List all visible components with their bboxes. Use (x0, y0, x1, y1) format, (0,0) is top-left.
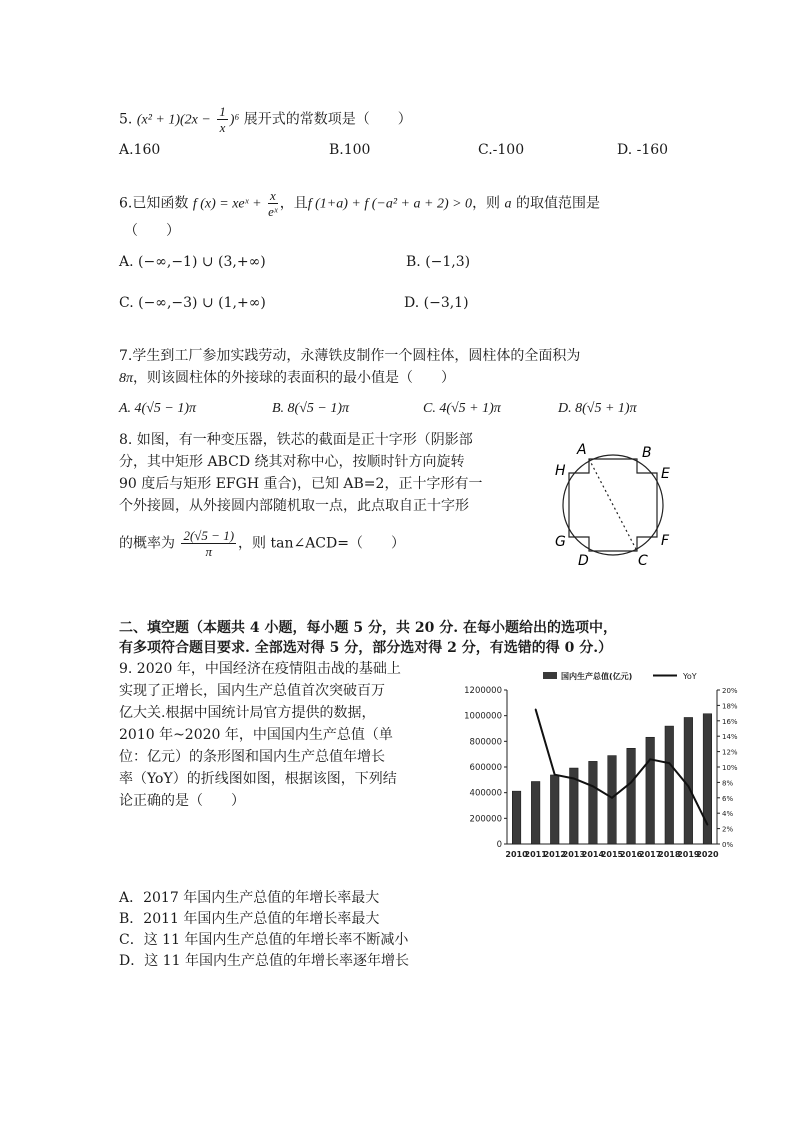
gdp-bar (550, 775, 559, 844)
yoy-point (649, 759, 651, 761)
yoy-point (707, 824, 709, 826)
y2-tick-label: 6% (722, 794, 734, 803)
gdp-bar (684, 717, 693, 844)
yoy-point (535, 708, 537, 710)
q9-line-6: 率（YoY）的折线图如图，根据该图，下列结 (119, 771, 397, 787)
q9-line-3: 亿大关.根据中国统计局官方提供的数据， (119, 705, 376, 721)
q9-option-a[interactable]: A．2017 年国内生产总值的年增长率最大 (119, 890, 380, 906)
y2-tick-label: 4% (722, 810, 734, 819)
q5-number: 5. (119, 111, 133, 128)
q5-stem (119, 104, 412, 135)
x-tick-label: 2015 (600, 850, 624, 859)
q7-option-b[interactable]: B. 8(√5 − 1)π (272, 401, 350, 416)
q8-line-1: 8. 如图，有一种变压器，铁芯的截面是正十字形（阴影部 (119, 432, 473, 448)
q6-text-d: 的取值范围是 (515, 195, 600, 212)
q8-label-b: B (642, 445, 652, 461)
q9-option-b[interactable]: B．2011 年国内生产总值的年增长率最大 (119, 911, 380, 927)
q6-option-b[interactable]: B. (−1,3) (406, 254, 471, 270)
q8-line-3: 90 度后与矩形 EFGH 重合)，已知 AB=2，正十字形有一 (119, 476, 483, 492)
q8-label-e: E (661, 466, 670, 482)
x-tick-label: 2018 (658, 850, 681, 859)
q5-fraction-numerator: 1 (219, 104, 226, 119)
q8-diagonal-ac (589, 459, 637, 551)
legend-bar-swatch (543, 672, 557, 679)
q8-fraction-numerator: 2(√5 − 1) (183, 528, 235, 543)
gdp-bar (531, 782, 540, 844)
x-tick-label: 2010 (505, 850, 528, 859)
q7-area: 8π (119, 371, 134, 386)
q6-stem (119, 188, 600, 219)
yoy-line (536, 709, 708, 825)
q5-fraction-denominator: x (219, 120, 226, 135)
q9-line-1: 9. 2020 年，中国经济在疫情阻击战的基础上 (119, 661, 401, 677)
q5-option-a[interactable]: A.160 (119, 142, 161, 158)
q6-function: f (x) = xeˣ + (192, 196, 262, 212)
q6-option-d[interactable]: D. (−3,1) (404, 295, 469, 311)
x-tick-label: 2020 (696, 850, 719, 859)
q8-label-d: D (578, 553, 589, 569)
q5-expression-a: (x² + 1)(2x − (136, 112, 211, 128)
q8-last-text-a: 的概率为 (119, 535, 175, 552)
yoy-point (630, 782, 632, 784)
q8-probability-fraction (181, 528, 236, 559)
q7-line-2 (119, 368, 455, 389)
q9-line-7: 论正确的是（ ） (119, 793, 245, 809)
gdp-bar (646, 737, 655, 844)
y-tick-label: 1000000 (464, 711, 502, 722)
q6-condition: f (1+a) + f (−a² + a + 2) > 0 (307, 196, 473, 212)
section2-line-1: 二、填空题（本题共 4 小题，每小题 5 分，共 20 分. 在每小题给出的选项中， (119, 620, 617, 636)
q6-paren: （ ） (124, 223, 180, 239)
y2-tick-label: 10% (722, 764, 738, 772)
gdp-bar (589, 761, 598, 844)
y-tick-label: 600000 (469, 763, 502, 773)
q6-option-c[interactable]: C. (−∞,−3) ∪ (1,+∞) (119, 295, 266, 311)
y-tick-label: 400000 (469, 788, 502, 799)
x-tick-label: 2012 (543, 850, 566, 859)
q8-line-5 (119, 528, 405, 559)
y2-tick-label: 16% (722, 717, 738, 726)
gdp-bar (608, 756, 617, 844)
q5-option-b[interactable]: B.100 (329, 142, 371, 158)
q7-option-d[interactable]: D. 8(√5 + 1)π (558, 401, 637, 416)
q6-fraction-denominator: eˣ (268, 204, 278, 219)
q9-option-c[interactable]: C．这 11 年国内生产总值的年增长率不断减小 (119, 932, 409, 948)
gdp-bar (627, 748, 636, 844)
q8-cross-figure (552, 440, 682, 570)
y2-tick-label: 12% (722, 748, 738, 757)
q8-line-2: 分，其中矩形 ABCD 绕其对称中心，按顺时针方向旋转 (119, 454, 465, 470)
y2-tick-label: 14% (722, 733, 738, 742)
gdp-bar (665, 726, 674, 844)
x-tick-label: 2013 (562, 850, 585, 859)
q7-option-a[interactable]: A. 4(√5 − 1)π (119, 401, 197, 416)
y2-tick-label: 2% (722, 825, 734, 834)
q5-text: 展开式的常数项是（ ） (243, 111, 412, 128)
q5-fraction (217, 104, 228, 135)
q8-last-text-b: ，则 tan∠ACD=（ ） (238, 535, 405, 552)
yoy-point (688, 785, 690, 787)
legend-line-label: YoY (683, 672, 697, 681)
q6-option-a[interactable]: A. (−∞,−1) ∪ (3,+∞) (119, 254, 266, 270)
y2-tick-label: 0% (722, 841, 734, 849)
q6-fraction (268, 188, 278, 219)
yoy-point (611, 797, 613, 799)
y-tick-label: 200000 (469, 814, 502, 825)
x-tick-label: 2011 (524, 850, 547, 859)
q8-fraction-denominator: π (205, 544, 212, 559)
q9-option-d[interactable]: D．这 11 年国内生产总值的年增长率逐年增长 (119, 953, 409, 969)
y-tick-label: 1200000 (464, 686, 502, 696)
yoy-point (592, 785, 594, 787)
q5-option-d[interactable]: D. -160 (617, 142, 669, 158)
q8-label-f: F (661, 533, 670, 549)
y2-tick-label: 8% (722, 779, 734, 788)
q9-line-2: 实现了正增长，国内生产总值首次突破百万 (119, 683, 385, 699)
q8-line-4: 个外接圆，从外接圆内部随机取一点，此点取自正十字形 (119, 498, 469, 514)
yoy-point (668, 762, 670, 764)
q6-variable: a (504, 196, 512, 212)
legend-bar-label: 国内生产总值(亿元) (561, 672, 633, 681)
q5-expression-b: )⁶ (229, 112, 240, 128)
q8-label-c: C (638, 553, 648, 569)
x-tick-label: 2019 (677, 850, 700, 859)
yoy-point (573, 778, 575, 780)
q8-label-g: G (555, 534, 566, 550)
q9-line-4: 2010 年~2020 年，中国国内生产总值（单 (119, 727, 393, 743)
q7-line-1: 7.学生到工厂参加实践劳动，永薄铁皮制作一个圆柱体，圆柱体的全面积为 (119, 348, 581, 364)
section2-line-2: 有多项符合题目要求. 全部选对得 5 分，部分选对得 2 分，有选错的得 0 分.） (119, 640, 613, 656)
q7-line-2-text: ，则该圆柱体的外接球的表面积的最小值是（ ） (133, 370, 456, 386)
x-tick-label: 2016 (619, 850, 643, 859)
q8-label-a: A (577, 442, 587, 458)
yoy-point (554, 774, 556, 776)
q6-text-a: 6.已知函数 (119, 195, 189, 212)
q8-label-h: H (555, 463, 566, 479)
y2-tick-label: 18% (722, 702, 738, 711)
y-tick-label: 800000 (469, 737, 502, 748)
q6-text-c: ，则 (472, 195, 501, 212)
q5-option-c[interactable]: C.-100 (478, 142, 525, 158)
q6-fraction-numerator: x (269, 188, 276, 203)
y-tick-label: 0 (496, 840, 502, 850)
q6-text-b: ，且 (279, 195, 308, 212)
y2-tick-label: 20% (722, 687, 738, 695)
x-tick-label: 2017 (639, 850, 662, 859)
q7-option-c[interactable]: C. 4(√5 + 1)π (423, 401, 501, 416)
q9-gdp-chart (455, 668, 755, 868)
q9-line-5: 位：亿元）的条形图和国内生产总值年增长 (119, 749, 385, 765)
gdp-bar (512, 791, 521, 844)
x-tick-label: 2014 (581, 850, 605, 859)
